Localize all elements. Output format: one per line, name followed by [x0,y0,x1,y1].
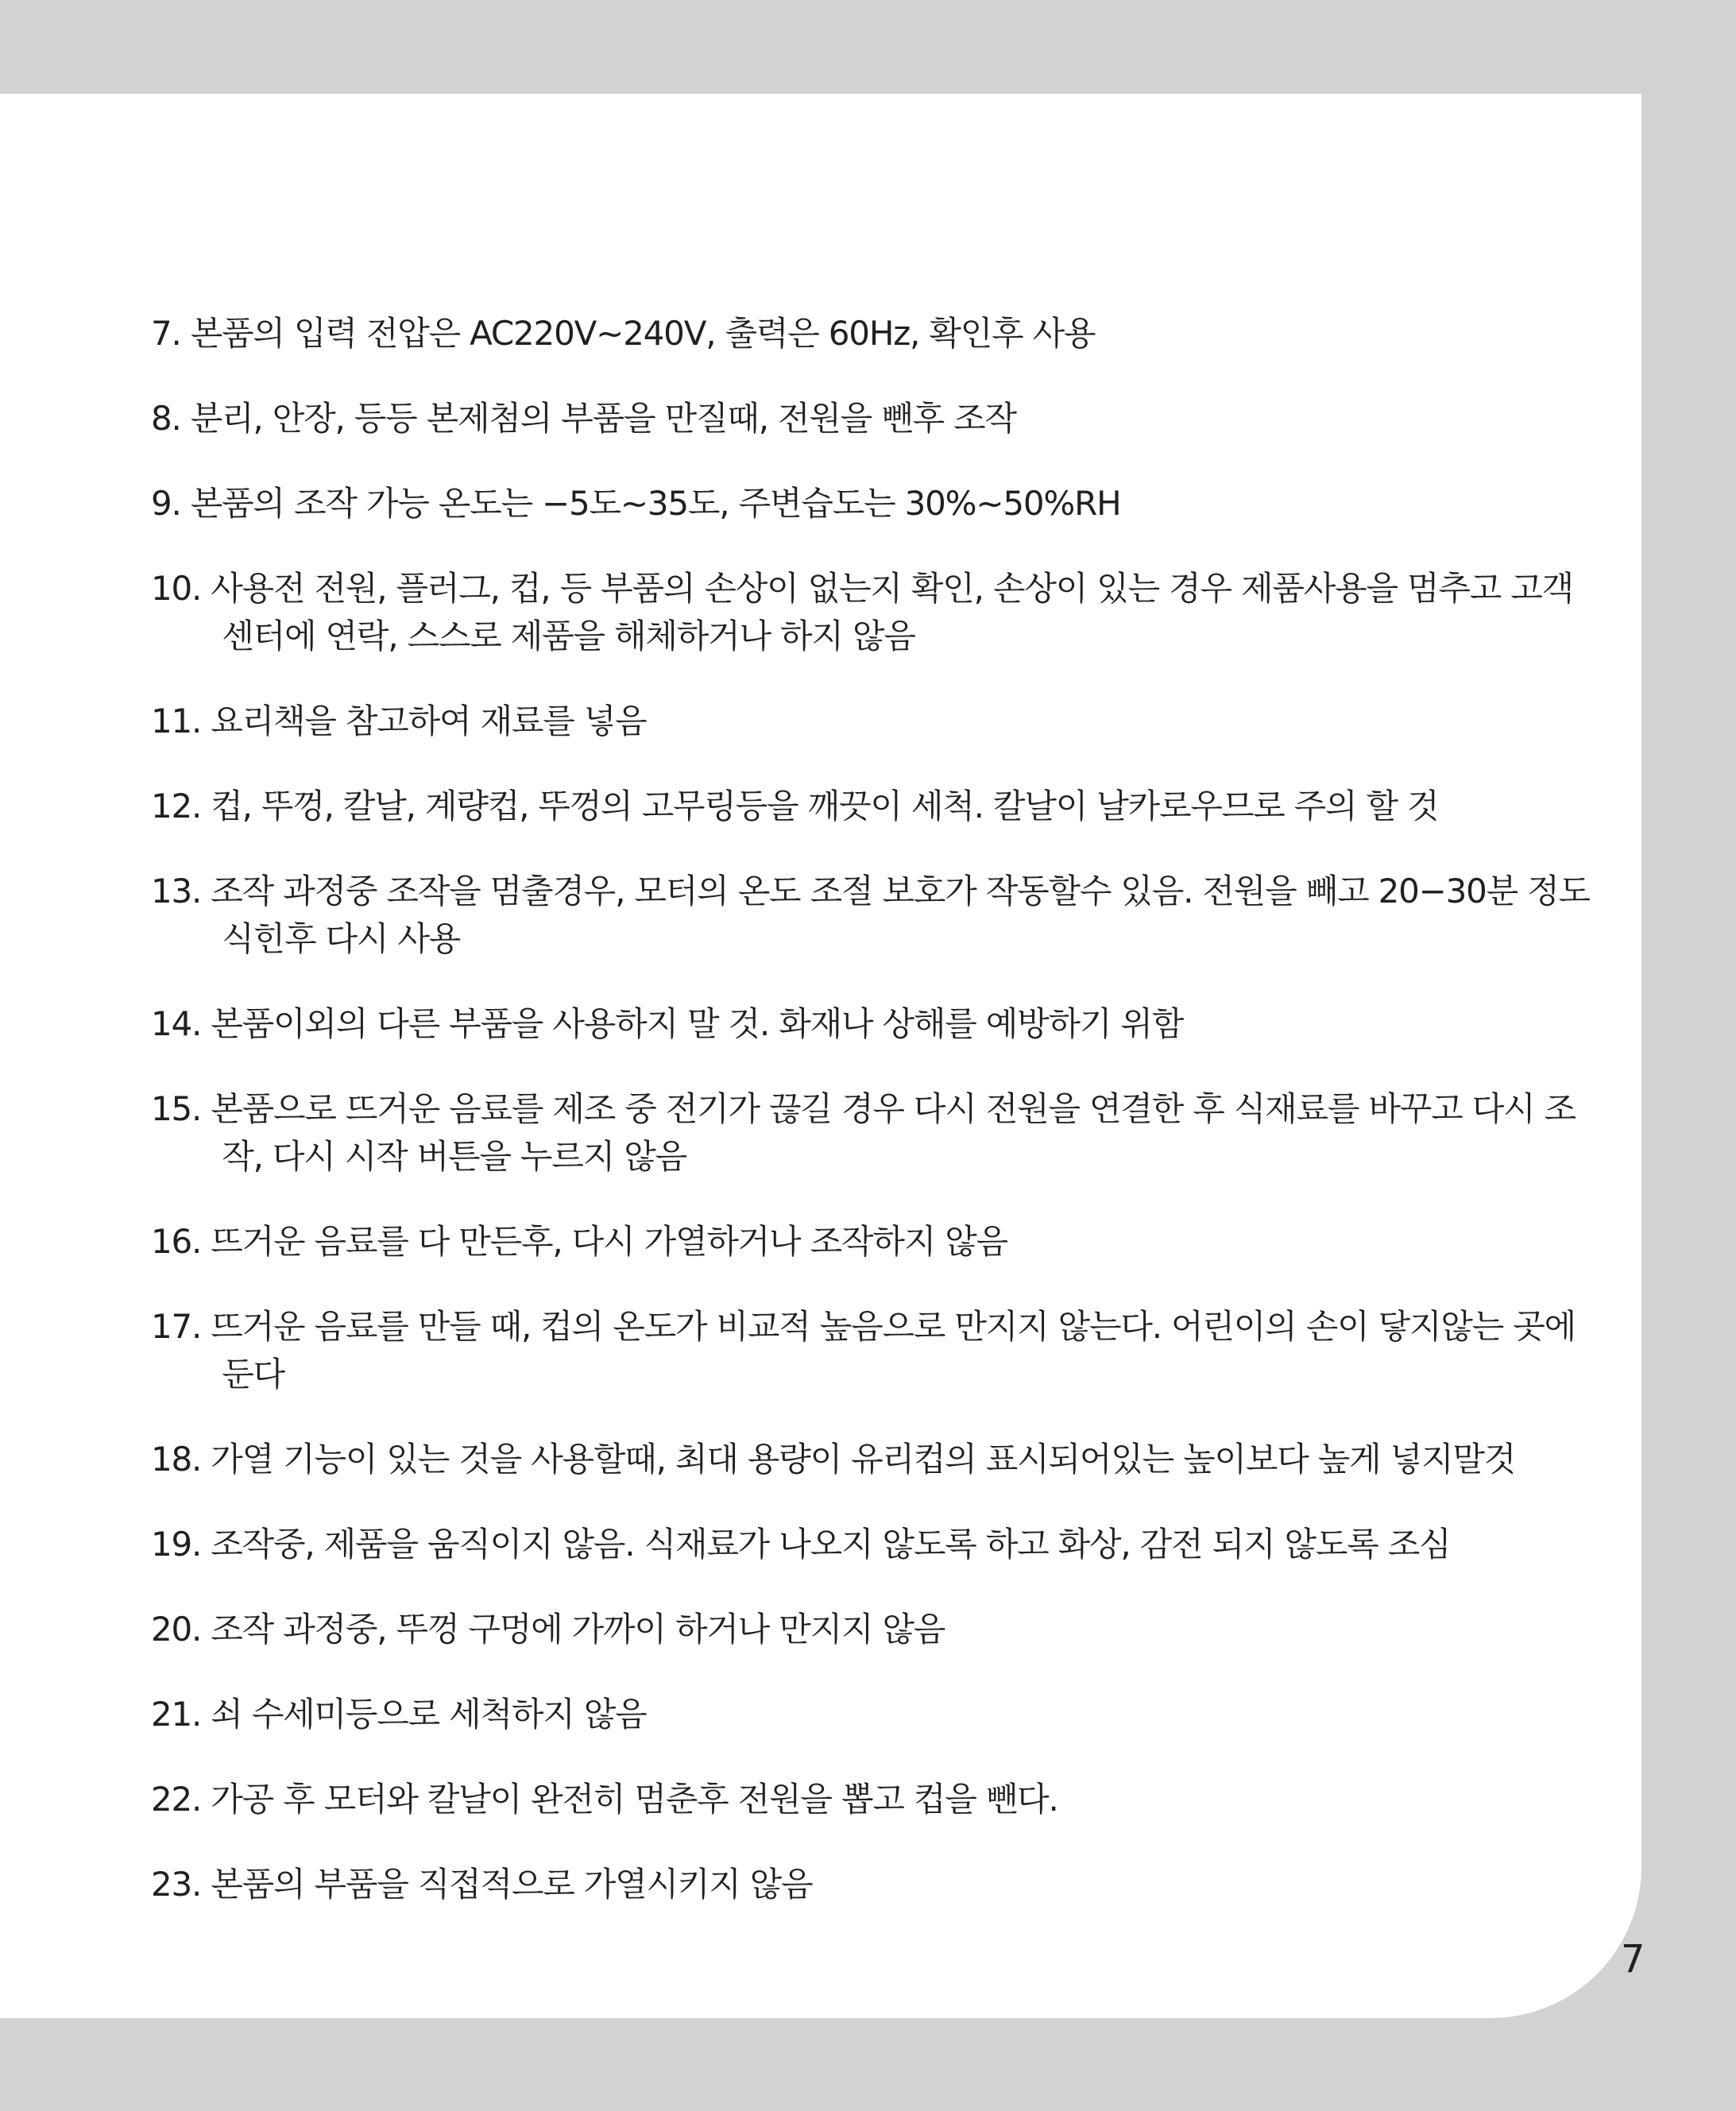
item-line: 뜨거운 음료를 만들 때, 컵의 온도가 비교적 높음으로 만지지 않는다. 어린이의 손이 닿지않는 곳에 [211,1307,1576,1346]
item-line: 분리, 안장, 등등 본제첨의 부품을 만질때, 전원을 뺀후 조작 [190,399,1016,438]
item-line: 사용전 전원, 플러그, 컵, 등 부품의 손상이 없는지 확인, 손상이 있는 경우 제품사용을 멈추고 고객 [211,569,1574,608]
item-line: 요리책을 참고하여 재료를 넣음 [211,702,647,740]
list-item [151,1085,1576,1181]
item-text [211,1218,1007,1266]
item-line: 본품으로 뜨거운 음료를 제조 중 전기가 끊길 경우 다시 전원을 연결한 후 식재료를 바꾸고 다시 조 [211,1089,1576,1128]
item-line: 쇠 수세미등으로 세척하지 않음 [211,1695,647,1734]
item-number: 17. [151,1307,202,1346]
item-text [211,1776,1057,1823]
item-line: 센터에 연락, 스스로 제품을 해체하거나 하지 않음 [222,617,915,655]
item-text [211,868,1590,963]
item-text [191,395,1016,443]
list-item [151,783,1549,830]
item-text [211,1000,1183,1048]
item-number: 16. [151,1222,202,1261]
item-text [211,565,1573,660]
item-line: 본품의 입력 전압은 AC220V~240V, 출력은 60Hz, 확인후 사용 [190,314,1096,353]
page-number: 7 [1621,1937,1645,1981]
list-item [151,1521,1549,1568]
list-item [151,1436,1549,1483]
item-number: 13. [151,872,202,911]
item-text [211,698,646,745]
list-item [151,310,1549,358]
item-text [191,480,1121,528]
item-number: 22. [151,1780,202,1819]
item-number: 23. [151,1865,202,1904]
list-item [151,1303,1576,1398]
item-text [211,1691,646,1738]
list-item [151,698,1549,745]
item-line: 뜨거운 음료를 다 만든후, 다시 가열하거나 조작하지 않음 [211,1222,1007,1261]
item-text [211,1303,1576,1398]
item-text [211,1606,945,1653]
item-line: 조작 과정중 조작을 멈출경우, 모터의 온도 조절 보호가 작동할수 있음. 전원을 빼고 20−30분 정도 [211,872,1590,911]
item-text [211,1521,1450,1568]
item-number: 14. [151,1004,202,1043]
item-text [211,783,1438,830]
item-line: 가공 후 모터와 칼날이 완전히 멈춘후 전원을 뽑고 컵을 뺀다. [211,1780,1058,1819]
list-item [151,1776,1549,1823]
item-line: 컵, 뚜껑, 칼날, 계량컵, 뚜껑의 고무링등을 깨끗이 세척. 칼날이 날카로우므로 주의 할 것 [211,787,1439,825]
list-item [151,1606,1549,1653]
item-line: 조작 과정중, 뚜껑 구멍에 가까이 하거나 만지지 않음 [211,1610,945,1649]
item-number: 12. [151,787,202,825]
item-text [211,1436,1515,1483]
list-item [151,868,1590,963]
item-line: 식힌후 다시 사용 [222,919,461,958]
item-number: 7. [151,314,181,353]
item-text [211,1085,1576,1181]
item-line: 본품의 부품을 직접적으로 가열시키지 않음 [211,1865,813,1904]
instruction-list [151,310,1590,1946]
list-item [151,1861,1549,1908]
list-item [151,1218,1549,1266]
item-line: 가열 기능이 있는 것을 사용할때, 최대 용량이 유리컵의 표시되어있는 높이보다 높게 넣지말것 [211,1440,1516,1479]
item-number: 20. [151,1610,202,1649]
item-number: 19. [151,1525,202,1564]
item-number: 11. [151,702,202,740]
list-item [151,565,1574,660]
item-line: 조작중, 제품을 움직이지 않음. 식재료가 나오지 않도록 하고 화상, 감전 되지 않도록 조심 [211,1525,1451,1564]
list-item [151,1691,1549,1738]
item-number: 9. [151,484,181,523]
list-item [151,1000,1549,1048]
list-item [151,480,1549,528]
item-text [211,1861,812,1908]
item-text [191,310,1096,358]
item-line: 본품의 조작 가능 온도는 −5도~35도, 주변습도는 30%~50%RH [190,484,1121,523]
item-line: 본품이외의 다른 부품을 사용하지 말 것. 화재나 상해를 예방하기 위함 [211,1004,1184,1043]
item-number: 8. [151,399,181,438]
item-number: 15. [151,1089,202,1128]
item-line: 작, 다시 시작 버튼을 누르지 않음 [222,1137,686,1176]
item-number: 18. [151,1440,202,1479]
item-number: 10. [151,569,202,608]
item-line: 둔다 [222,1355,284,1394]
list-item [151,395,1549,443]
item-number: 21. [151,1695,202,1734]
